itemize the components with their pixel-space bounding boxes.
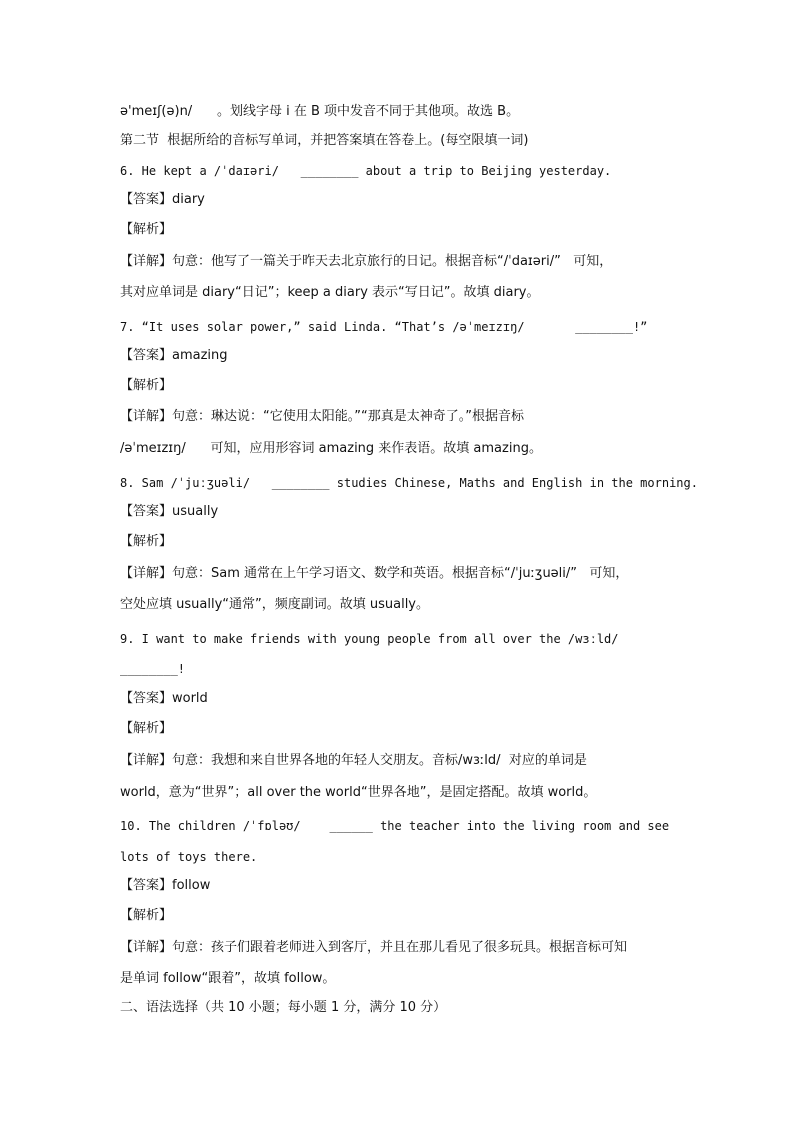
analysis-label-6: 【解析】 <box>120 222 173 237</box>
section-heading: 第二节 根据所给的音标写单词，并把答案填在答卷上。(每空限填一词) <box>120 133 529 148</box>
question-10-line1: 10. The children /ˈfɒləʊ/ ______ the teacher into the living room and see <box>120 819 670 833</box>
explanation-8-line1: 【详解】句意：Sam 通常在上午学习语文、数学和英语。根据音标“/ˈjuːʒuəli/” 可知， <box>120 566 629 581</box>
explanation-7-line2: /əˈmeɪzɪŋ/ 可知，应用形容词 amazing 来作表语。故填 amazing。 <box>120 441 542 456</box>
analysis-label-10: 【解析】 <box>120 908 173 923</box>
explanation-9-line1: 【详解】句意：我想和来自世界各地的年轻人交朋友。音标/wɜːld/ 对应的单词是 <box>120 753 587 768</box>
answer-7: 【答案】amazing <box>120 348 228 363</box>
explanation-7-line1: 【详解】句意：琳达说：“它使用太阳能。”“那真是太神奇了。”根据音标 <box>120 409 524 424</box>
question-8: 8. Sam /ˈjuːʒuəli/ ________ studies Chinese, Maths and English in the morning. <box>120 476 698 490</box>
explanation-10-line2: 是单词 follow“跟着”，故填 follow。 <box>120 971 336 986</box>
analysis-label-8: 【解析】 <box>120 534 173 549</box>
question-6: 6. He kept a /ˈdaɪəri/ ________ about a trip to Beijing yesterday. <box>120 164 612 178</box>
explanation-9-line2: world，意为“世界”；all over the world“世界各地”，是固定搭配。故填 world。 <box>120 785 597 800</box>
text-line-phonetic-tail: ə'meɪʃ(ə)n/ 。划线字母 i 在 B 项中发音不同于其他项。故选 B。 <box>120 104 520 119</box>
answer-9: 【答案】world <box>120 691 208 706</box>
question-9-line1: 9. I want to make friends with young people from all over the /wɜːld/ <box>120 632 619 646</box>
analysis-label-9: 【解析】 <box>120 721 173 736</box>
question-9-line2: ________! <box>120 662 186 676</box>
section-heading-grammar: 二、语法选择（共 10 小题；每小题 1 分，满分 10 分） <box>120 1000 447 1015</box>
question-10-line2: lots of toys there. <box>120 850 258 864</box>
answer-10: 【答案】follow <box>120 878 211 893</box>
explanation-6-line1: 【详解】句意：他写了一篇关于昨天去北京旅行的日记。根据音标“/ˈdaɪəri/” 可知， <box>120 254 613 269</box>
question-7: 7. “It uses solar power,” said Linda. “That’s /əˈmeɪzɪŋ/ ________!” <box>120 320 648 334</box>
explanation-8-line2: 空处应填 usually“通常”，频度副词。故填 usually。 <box>120 597 430 612</box>
explanation-10-line1: 【详解】句意：孩子们跟着老师进入到客厅，并且在那儿看见了很多玩具。根据音标可知 <box>120 940 628 955</box>
analysis-label-7: 【解析】 <box>120 378 173 393</box>
answer-6: 【答案】diary <box>120 192 205 207</box>
explanation-6-line2: 其对应单词是 diary“日记”；keep a diary 表示“写日记”。故填 diary。 <box>120 285 540 300</box>
answer-8: 【答案】usually <box>120 504 219 519</box>
